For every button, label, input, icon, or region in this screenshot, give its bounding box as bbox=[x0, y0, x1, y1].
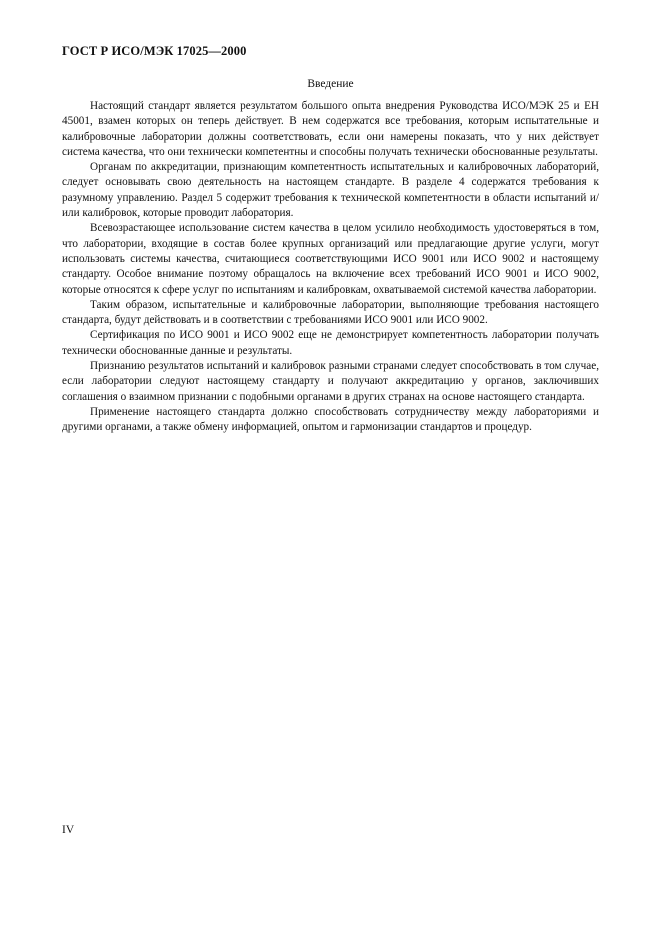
paragraph: Таким образом, испытательные и калибровочные лаборатории, выполняющие требования настоящего стандарта, будут действовать и в соответствии с требованиями ИСО 9001 или ИСО 9002. bbox=[62, 298, 599, 327]
paragraph: Всевозрастающее использование систем качества в целом усилило необходимость удостоверяться в том, что лаборатории, входящие в состав более крупных организаций или предлагающие другие услуги, могут использовать системы качества, считающиеся соответствующими ИСО 9001 или ИСО 9002 и настоящему стандарту. Особое внимание поэтому обращалось на включение всех требований ИСО 9001 и ИСО 9002, которые относятся к сфере услуг по испытаниям и калибровкам, охватываемой системой качества лаборатории. bbox=[62, 222, 599, 296]
paragraph: Применение настоящего стандарта должно способствовать сотрудничеству между лабораториями и другими органами, а также обмену информацией, опытом и гармонизации стандартов и процедур. bbox=[62, 405, 599, 434]
section-title: Введение bbox=[307, 78, 354, 90]
paragraph: Сертификация по ИСО 9001 и ИСО 9002 еще не демонстрирует компетентность лаборатории получать технически обоснованные данные и результаты. bbox=[62, 329, 599, 357]
paragraph: Признанию результатов испытаний и калибровок разными странами следует способствовать в том случае, если лаборатории следуют настоящему стандарту и получают аккредитацию у органов, заключивших соглашения о взаимном признании с подобными органами в других странах на основе настоящего стандарта. bbox=[62, 360, 599, 403]
paragraph: Настоящий стандарт является результатом большого опыта внедрения Руководства ИСО/МЭК 25 и ЕН 45001, взамен которых он теперь действует. В нем содержатся все требования, которым испытательные и калибровочные лаборатории должны соответствовать, если они намерены показать, что у них действует система качества, что они технически компетентны и способны получать технически обоснованные результаты. bbox=[62, 100, 599, 158]
paragraph: Органам по аккредитации, признающим компетентность испытательных и калибровочных лабораторий, следует основывать свою деятельность на настоящем стандарте. В разделе 4 содержатся требования к разумному управлению. Раздел 5 содержит требования к технической компетентности в области испытаний и/или калибровок, которые проводит лаборатория. bbox=[62, 161, 599, 220]
page-number: IV bbox=[62, 824, 75, 836]
body-text bbox=[62, 99, 599, 436]
document-header: ГОСТ Р ИСО/МЭК 17025—2000 bbox=[62, 44, 247, 58]
